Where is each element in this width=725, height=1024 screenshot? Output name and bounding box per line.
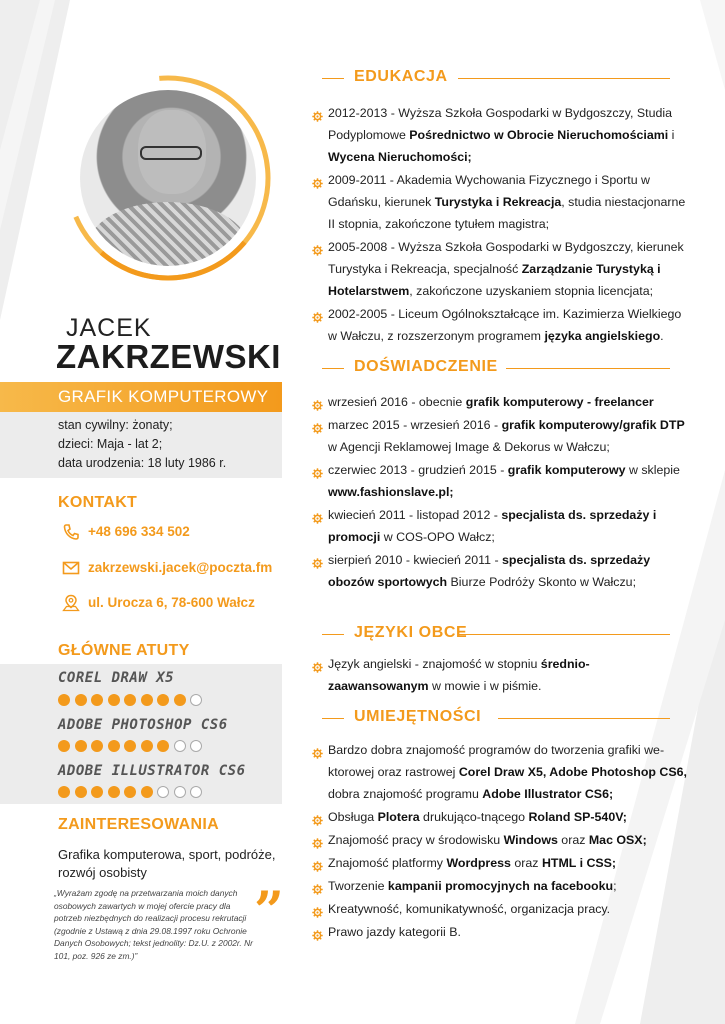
list-item-text: Bardzo dobra znajomość programów do tworzenia grafiki we-ktorowej oraz rastrowej Corel Draw X5, Adobe Photoshop CS6, dobra znajomość programu Adobe Illustrator CS6; [328, 743, 687, 801]
list-item-text: Znajomość pracy w środowisku Windows oraz Mac OSX; [328, 833, 647, 847]
photo-shirt [88, 202, 248, 266]
skill-dot-filled [157, 694, 169, 706]
list-item-text: marzec 2015 - wrzesień 2016 - grafik komputerowy/grafik DTP w Agencji Reklamowej Image & Dekorus w Wałczu; [328, 418, 685, 454]
gear-bullet-icon [312, 811, 323, 822]
photo-glasses [140, 146, 202, 160]
gear-bullet-icon [312, 509, 323, 520]
list-item [312, 459, 688, 503]
last-name: ZAKRZEWSKI [56, 338, 281, 375]
skill-dot-empty [174, 740, 186, 752]
gear-bullet-icon [312, 419, 323, 430]
skill-dot-filled [141, 740, 153, 752]
section-title: JĘZYKI OBCE [354, 624, 468, 641]
gear-bullet-icon [312, 744, 323, 755]
section-title: EDUKACJA [354, 68, 448, 85]
list-item [312, 875, 688, 897]
gdpr-clause: „Wyrażam zgodę na przetwarzania moich danych osobowych zawartych w mojej ofercie pracy dla potrzeb niezbędnych do realizacji procesu rekrutacji (zgodnie z Ustawą z dnia 29.08.1997 roku Ochronie Danych Osobowych; tekst jednolity: Dz.U. z 2002r. Nr 101, poz. 926 ze zm.)” [54, 888, 253, 961]
gear-bullet-icon [312, 396, 323, 407]
list-item [312, 414, 688, 458]
list-item [312, 504, 688, 548]
list-item [312, 829, 688, 851]
role-title: GRAFIK KOMPUTEROWY [58, 387, 269, 406]
gear-bullet-icon [312, 926, 323, 937]
skill-dot-filled [108, 786, 120, 798]
gear-bullet-icon [312, 107, 323, 118]
list-item-text: wrzesień 2016 - obecnie grafik komputerowy - freelancer [328, 395, 654, 409]
gear-bullet-icon [312, 308, 323, 319]
section-header-edukacja [322, 68, 670, 88]
gear-bullet-icon [312, 554, 323, 565]
list-item-text: 2002-2005 - Liceum Ogólnokształcące im. Kazimierza Wielkiego w Wałczu, z rozszerzonym programem języka angielskiego. [328, 307, 682, 343]
list-item-text: 2009-2011 - Akademia Wychowania Fizycznego i Sportu w Gdańsku, kierunek Turystyka i Rekreacja, studia niestacjonarne II stopnia, zakończone tytułem magistra; [328, 173, 686, 231]
list-item-text: Tworzenie kampanii promocyjnych na facebooku; [328, 879, 617, 893]
section-header-umiejetnosci [322, 708, 670, 728]
personal-info [0, 412, 282, 478]
email-address: zakrzewski.jacek@poczta.fm [88, 560, 273, 575]
first-name: JACEK [66, 314, 152, 342]
marital-status: stan cywilny: żonaty; [58, 418, 173, 432]
list-item [312, 391, 688, 413]
skill-name: COREL DRAW X5 [58, 670, 175, 686]
skill-name: ADOBE PHOTOSHOP CS6 [58, 717, 228, 733]
skill-dot-filled [124, 786, 136, 798]
list-item [312, 806, 688, 828]
skill-dot-filled [91, 694, 103, 706]
gear-bullet-icon [312, 241, 323, 252]
list-item [312, 653, 688, 697]
envelope-icon [62, 559, 80, 577]
list-item [312, 303, 688, 347]
list-item-text: Kreatywność, komunikatywność, organizacja pracy. [328, 902, 611, 916]
portrait-photo [80, 90, 256, 266]
list-item-text: Język angielski - znajomość w stopniu średnio-zaawansowanym w mowie i w piśmie. [328, 657, 590, 693]
interests-heading: ZAINTERESOWANIA [58, 816, 219, 833]
quote-mark: ” [254, 881, 284, 942]
children-info: dzieci: Maja - lat 2; [58, 437, 163, 451]
skill-dot-filled [124, 694, 136, 706]
gear-bullet-icon [312, 658, 323, 669]
interests-text: Grafika komputerowa, sport, podróże, rozwój osobisty [58, 847, 276, 880]
skill-name: ADOBE ILLUSTRATOR CS6 [58, 763, 246, 779]
list-item [312, 102, 688, 168]
postal-address: ul. Urocza 6, 78-600 Wałcz [88, 595, 255, 610]
skill-dot-empty [157, 786, 169, 798]
list-item [312, 898, 688, 920]
profile-photo [62, 72, 274, 284]
birth-date: data urodzenia: 18 luty 1986 r. [58, 456, 227, 470]
gear-bullet-icon [312, 464, 323, 475]
list-item-text: Obsługa Plotera drukująco-tnącego Roland SP-540V; [328, 810, 627, 824]
skill-dot-empty [190, 786, 202, 798]
list-item-text: Prawo jazdy kategorii B. [328, 925, 461, 939]
skill-dot-filled [91, 786, 103, 798]
section-title: DOŚWIADCZENIE [354, 358, 498, 375]
skill-dot-filled [75, 786, 87, 798]
atuty-heading: GŁÓWNE ATUTY [58, 642, 190, 659]
gear-bullet-icon [312, 880, 323, 891]
gear-bullet-icon [312, 857, 323, 868]
phone-number: +48 696 334 502 [88, 524, 190, 539]
list-item-text: czerwiec 2013 - grudzień 2015 - grafik komputerowy w sklepie www.fashionslave.pl; [328, 463, 680, 499]
skill-dot-filled [141, 786, 153, 798]
list-item-text: kwiecień 2011 - listopad 2012 - specjalista ds. sprzedaży i promocji w COS-OPO Wałcz; [328, 508, 657, 544]
list-item-text: Znajomość platformy Wordpress oraz HTML i CSS; [328, 856, 617, 870]
skill-dot-filled [157, 740, 169, 752]
skill-dot-filled [108, 740, 120, 752]
skill-dot-filled [58, 694, 70, 706]
section-header-jezyki [322, 624, 670, 644]
skill-dot-filled [174, 694, 186, 706]
list-item [312, 921, 688, 943]
list-item-text: 2012-2013 - Wyższa Szkoła Gospodarki w Bydgoszczy, Studia Podyplomowe Pośrednictwo w Obrocie Nieruchomościami i Wycena Nieruchomości; [328, 106, 675, 164]
list-item [312, 549, 688, 593]
gear-bullet-icon [312, 174, 323, 185]
skill-dot-empty [190, 694, 202, 706]
skill-dot-empty [190, 740, 202, 752]
map-pin-icon [62, 594, 80, 612]
gear-bullet-icon [312, 834, 323, 845]
skill-dot-empty [174, 786, 186, 798]
contact-heading: KONTAKT [58, 494, 138, 511]
list-item-text: 2005-2008 - Wyższa Szkoła Gospodarki w Bydgoszczy, kierunek Turystyka i Rekreacja, specjalność Zarządzanie Turystyką i Hotelarstwem, zakończone uzyskaniem stopnia licencjata; [328, 240, 684, 298]
phone-icon [62, 523, 80, 541]
skill-dot-filled [58, 786, 70, 798]
section-title: UMIEJĘTNOŚCI [354, 708, 482, 725]
skill-dot-filled [75, 694, 87, 706]
gear-bullet-icon [312, 903, 323, 914]
skill-dot-filled [91, 740, 103, 752]
skill-dot-filled [124, 740, 136, 752]
skill-dot-filled [141, 694, 153, 706]
list-item [312, 852, 688, 874]
list-item [312, 169, 688, 235]
list-item [312, 236, 688, 302]
section-header-doswiadczenie [322, 358, 670, 378]
list-item-text: sierpień 2010 - kwiecień 2011 - specjalista ds. sprzedaży obozów sportowych Biurze Podróży Skonto w Wałczu; [328, 553, 651, 589]
list-item [312, 739, 688, 805]
skill-dot-filled [58, 740, 70, 752]
skill-dot-filled [108, 694, 120, 706]
skill-dot-filled [75, 740, 87, 752]
